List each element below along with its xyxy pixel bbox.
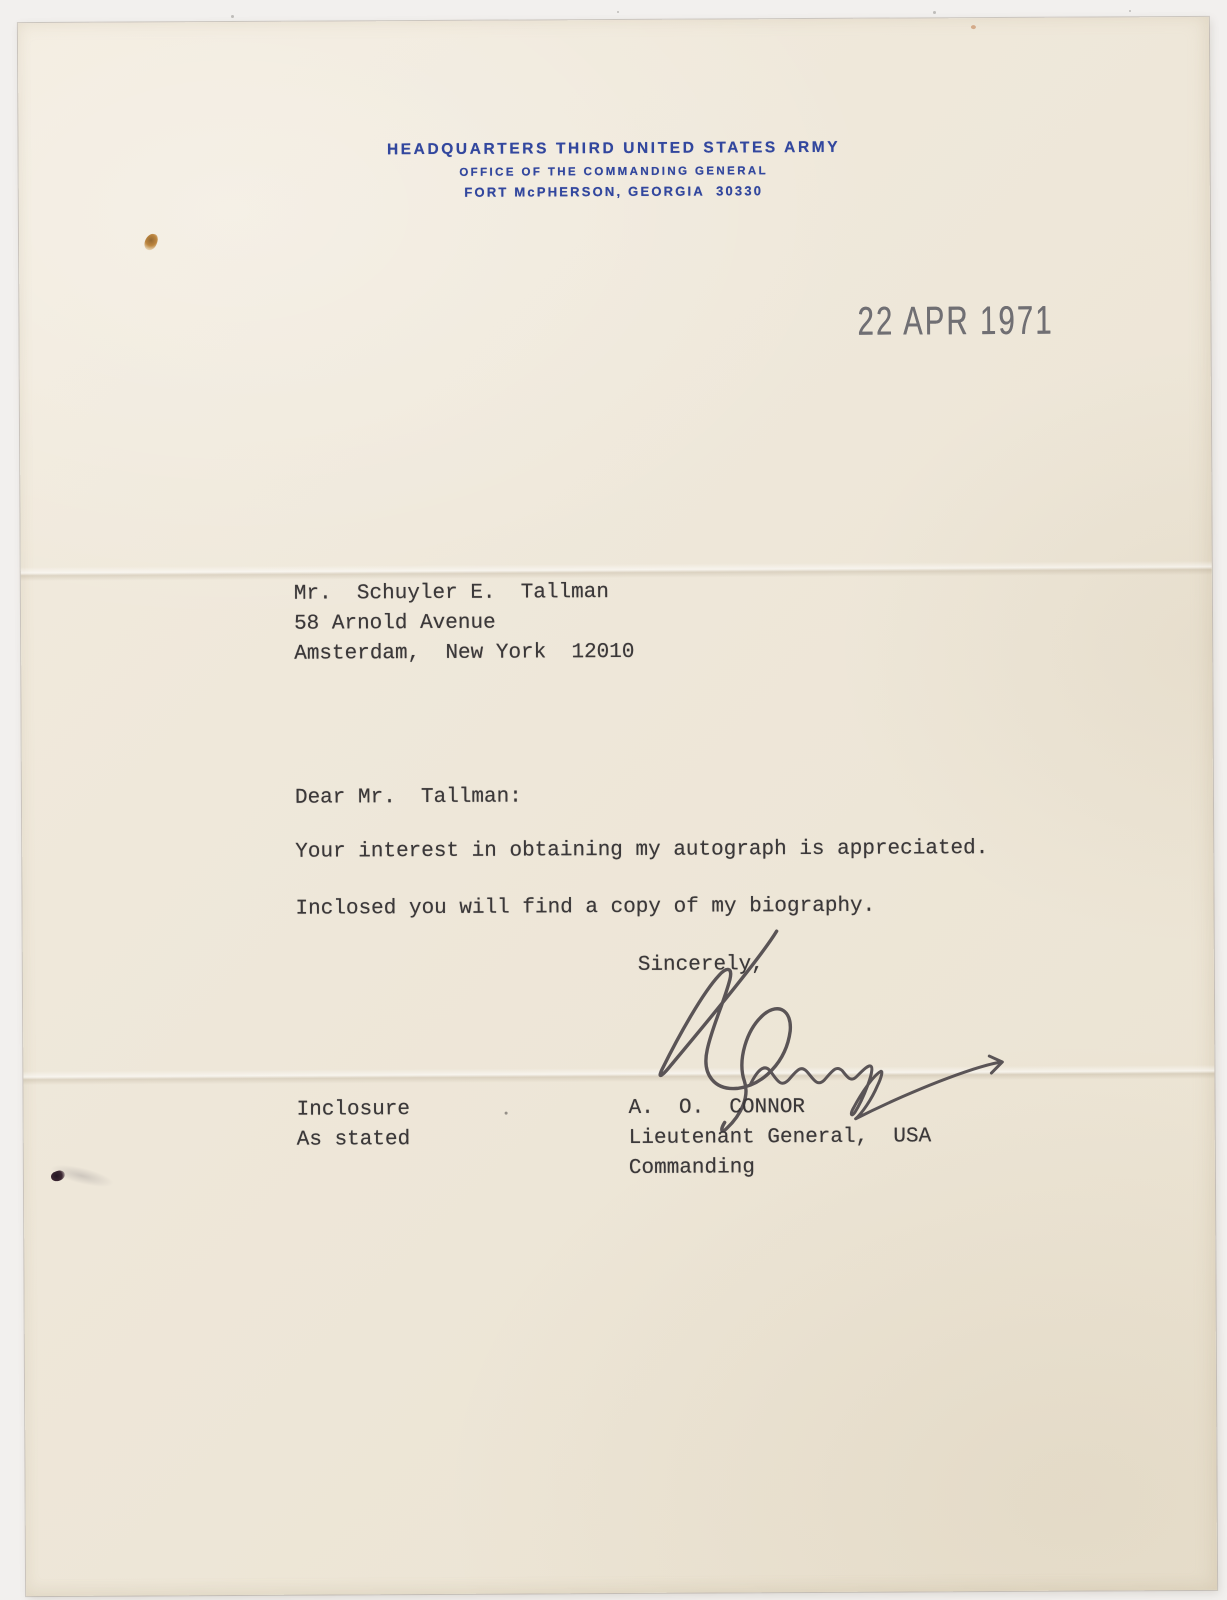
body-paragraph-1: Your interest in obtaining my autograph is appreciated. [295, 837, 989, 864]
date-stamp: 22 APR 1971 [857, 298, 1054, 344]
ink-smudge [46, 1159, 126, 1199]
dust-speck [933, 11, 936, 14]
salutation: Dear Mr. Tallman: [294, 785, 522, 810]
letterhead-line-1: HEADQUARTERS THIRD UNITED STATES ARMY [386, 138, 841, 159]
recipient-address: Mr. Schuyler E. Tallman 58 Arnold Avenue Amsterdam, New York 12010 [293, 581, 635, 666]
dust-speck [617, 11, 619, 13]
body-paragraph-2: Inclosed you will find a copy of my biography. [295, 894, 876, 921]
dust-speck [1129, 10, 1131, 12]
stray-ink-dot [505, 1112, 508, 1115]
letterhead-line-3: FORT McPHERSON, GEORGIA 30330 [464, 183, 764, 200]
enclosure-note: Inclosure As stated [296, 1098, 411, 1152]
letter-sheet [18, 17, 1217, 1596]
corner-stain-speck [971, 25, 976, 29]
dust-speck [231, 15, 234, 18]
letterhead-line-2: OFFICE OF THE COMMANDING GENERAL [459, 165, 769, 179]
closing-phrase: Sincerely, [637, 953, 764, 977]
signer-block: A. O. CONNOR Lieutenant General, USA Commanding [628, 1096, 932, 1180]
rust-stain [143, 232, 160, 252]
